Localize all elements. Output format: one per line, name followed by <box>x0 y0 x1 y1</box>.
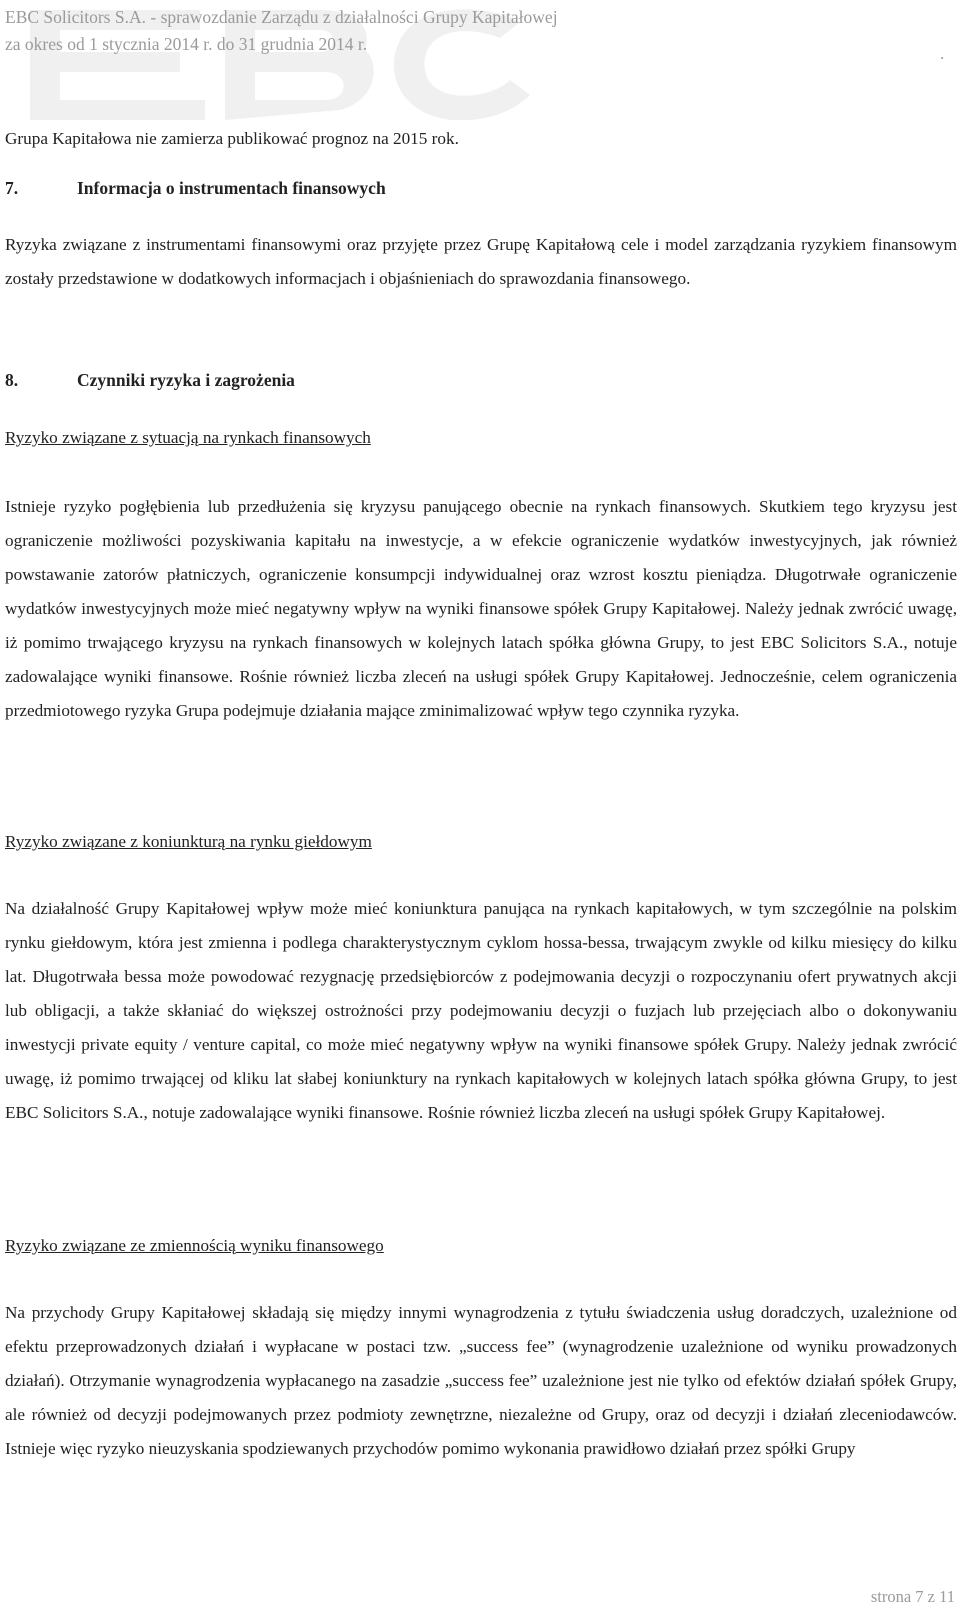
intro-paragraph: Grupa Kapitałowa nie zamierza publikować prognoz na 2015 rok. <box>5 129 459 148</box>
risk-3-title: Ryzyko związane ze zmiennością wyniku finansowego <box>5 1236 384 1255</box>
header-company-line: EBC Solicitors S.A. - sprawozdanie Zarządu z działalności Grupy Kapitałowej <box>5 7 558 27</box>
section-8-heading <box>5 370 295 391</box>
section-7-title: Informacja o instrumentach finansowych <box>77 178 386 198</box>
header-period-line: za okres od 1 stycznia 2014 r. do 31 grudnia 2014 r. <box>5 34 368 54</box>
section-7-number: 7. <box>5 178 19 198</box>
section-7-heading <box>5 178 386 199</box>
section-7-paragraph: Ryzyka związane z instrumentami finansowymi oraz przyjęte przez Grupę Kapitałową cele i model zarządzania ryzykiem finansowym zostały przedstawione w dodatkowych informacjach i objaśnieniach do sprawozdania finansowego. <box>5 235 957 288</box>
page-number: strona 7 z 11 <box>870 1587 955 1606</box>
risk-1-title: Ryzyko związane z sytuacją na rynkach finansowych <box>5 428 371 447</box>
risk-1-text: Istnieje ryzyko pogłębienia lub przedłużenia się kryzysu panującego obecnie na rynkach finansowych. Skutkiem tego kryzysu jest ograniczenie możliwości pozyskiwania kapitału na inwestycje, a w efekcie ograniczenie wydatków inwestycyjnych, jak również powstawanie zatorów płatniczych, ograniczenie konsumpcji indywidualnej oraz wzrost kosztu pieniądza. Długotrwałe ograniczenie wydatków inwestycyjnych może mieć negatywny wpływ na wyniki finansowe spółek Grupy Kapitałowej. Należy jednak zwrócić uwagę, iż pomimo trwającego kryzysu na rynkach finansowych w kolejnych latach spółka główna Grupy, to jest EBC Solicitors S.A., notuje zadowalające wyniki finansowe. Rośnie również liczba zleceń na usługi spółek Grupy Kapitałowej. Jednocześnie, celem ograniczenia przedmiotowego ryzyka Grupa podejmuje działania mające zminimalizować wpływ tego czynnika ryzyka. <box>5 497 957 720</box>
section-8-title: Czynniki ryzyka i zagrożenia <box>77 370 295 390</box>
risk-2-text: Na działalność Grupy Kapitałowej wpływ może mieć koniunktura panująca na rynkach kapitałowych, w tym szczególnie na polskim rynku giełdowym, która jest zmienna i podlega charakterystycznym cyklom hossa-bessa, trwającym zwykle od kilku miesięcy do kilku lat. Długotrwała bessa może powodować rezygnację przedsiębiorców z podejmowania decyzji o rozpoczynaniu ofert prywatnych akcji lub obligacji, a także skłaniać do większej ostrożności przy podejmowaniu decyzji o fuzjach lub przejęciach albo o dokonywaniu inwestycji private equity / venture capital, co może mieć negatywny wpływ na wyniki finansowe spółek Grupy. Należy jednak zwrócić uwagę, iż pomimo trwającej od kliku lat słabej koniunktury na rynkach kapitałowych w kolejnych latach spółka główna Grupy, to jest EBC Solicitors S.A., notuje zadowalające wyniki finansowe. Rośnie również liczba zleceń na usługi spółek Grupy Kapitałowej. <box>5 899 957 1122</box>
header-dot: . <box>940 44 945 63</box>
risk-3-text: Na przychody Grupy Kapitałowej składają się między innymi wynagrodzenia z tytułu świadczenia usług doradczych, uzależnione od efektu przeprowadzonych działań i wypłacane w postaci tzw. „success fee” (wynagrodzenie uzależnione od wyniku prowadzonych działań). Otrzymanie wynagrodzenia wypłacanego na zasadzie „success fee” uzależnione jest nie tylko od efektów działań spółek Grupy, ale również od decyzji podejmowanych przez podmioty zewnętrzne, niezależne od Grupy, oraz od decyzji i działań zleceniodawców. Istnieje więc ryzyko nieuzyskania spodziewanych przychodów pomimo wykonania prawidłowo działań przez spółki Grupy <box>5 1303 957 1458</box>
document-header <box>5 4 558 58</box>
risk-2-title: Ryzyko związane z koniunkturą na rynku giełdowym <box>5 832 372 851</box>
section-8-number: 8. <box>5 370 19 390</box>
